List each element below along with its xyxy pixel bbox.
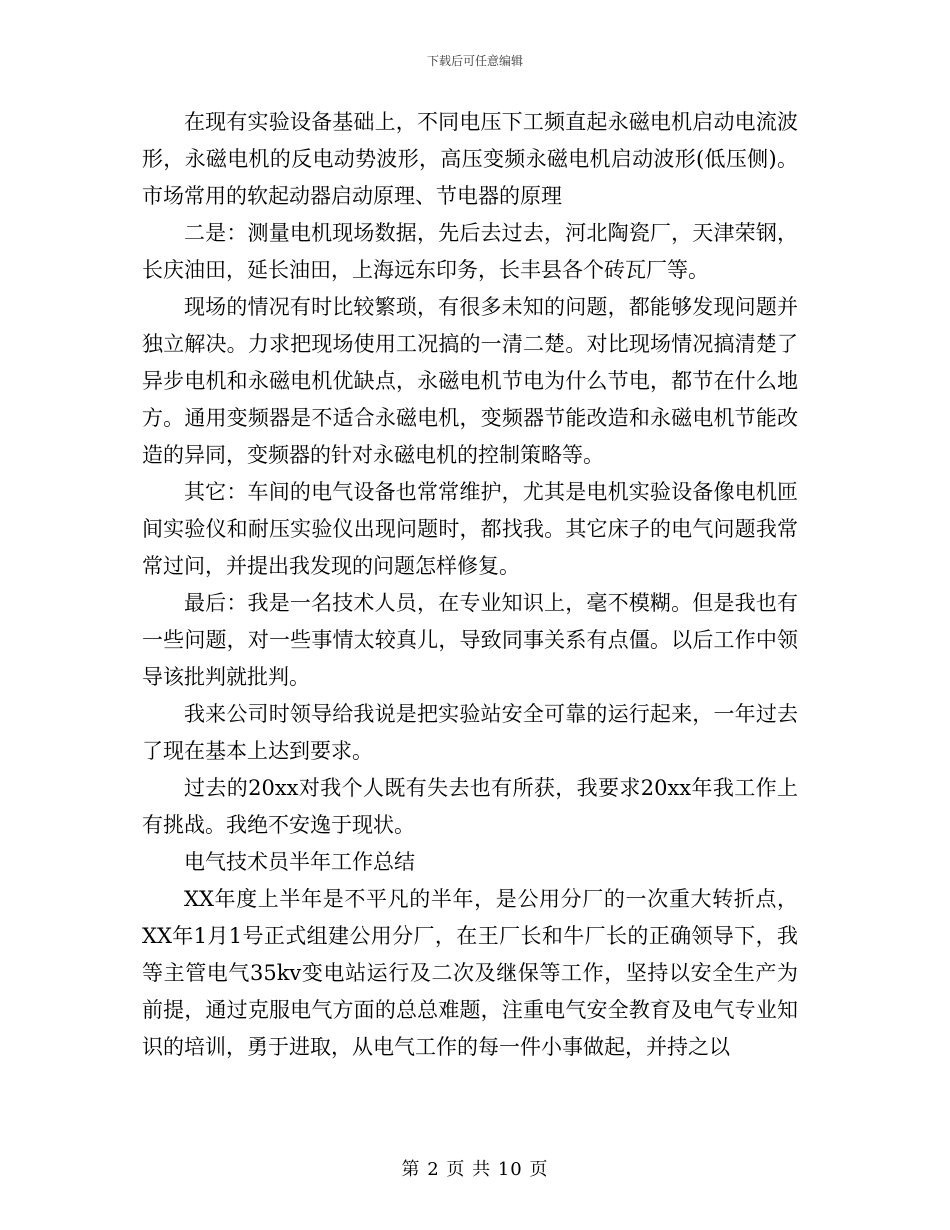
paragraph: 我来公司时领导给我说是把实验站安全可靠的运行起来，一年过去了现在基本上达到要求。: [142, 702, 798, 763]
paragraph: 二是：测量电机现场数据，先后去过去，河北陶瓷厂，天津荣钢，长庆油田，延长油田，上海远东印务，长丰县各个砖瓦厂等。: [142, 221, 798, 282]
paragraph: 其它：车间的电气设备也常常维护，尤其是电机实验设备像电机匝间实验仪和耐压实验仪出现问题时，都找我。其它床子的电气问题我常常过问，并提出我发现的问题怎样修复。: [142, 480, 798, 578]
section-title: 电气技术员半年工作总结: [184, 850, 415, 874]
paragraph: 现场的情况有时比较繁琐，有很多未知的问题，都能够发现问题并独立解决。力求把现场使用工况搞的一清二楚。对比现场情况搞清楚了异步电机和永磁电机优缺点，永磁电机节电为什么节电，都节在什么地方。通用变频器是不适合永磁电机，变频器节能改造和永磁电机节能改造的异同，变频器的针对永磁电机的控制策略等。: [142, 295, 798, 467]
page-header: 下载后可任意编辑: [426, 54, 523, 68]
paragraph: XX年度上半年是不平凡的半年，是公用分厂的一次重大转折点，XX年1月1号正式组建公用分厂，在王厂长和牛厂长的正确领导下，我等主管电气35kv变电站运行及二次及继保等工作，坚持以安全生产为前提，通过克服电气方面的总总难题，注重电气安全教育及电气专业知识的培训，勇于进取，从电气工作的每一件小事做起，并持之以: [142, 887, 798, 1059]
paragraph: 在现有实验设备基础上，不同电压下工频直起永磁电机启动电流波形，永磁电机的反电动势波形，高压变频永磁电机启动波形(低压侧)。市场常用的软起动器启动原理、节电器的原理: [142, 110, 798, 208]
document-body: [142, 104, 798, 1066]
paragraph: 过去的20xx对我个人既有失去也有所获，我要求20xx年我工作上有挑战。我绝不安逸于现状。: [142, 776, 798, 837]
paragraph: 最后：我是一名技术人员，在专业知识上，毫不模糊。但是我也有一些问题，对一些事情太较真儿，导致同事关系有点僵。以后工作中领导该批判就批判。: [142, 591, 798, 689]
page-number: 第 2 页 共 10 页: [401, 1159, 549, 1180]
